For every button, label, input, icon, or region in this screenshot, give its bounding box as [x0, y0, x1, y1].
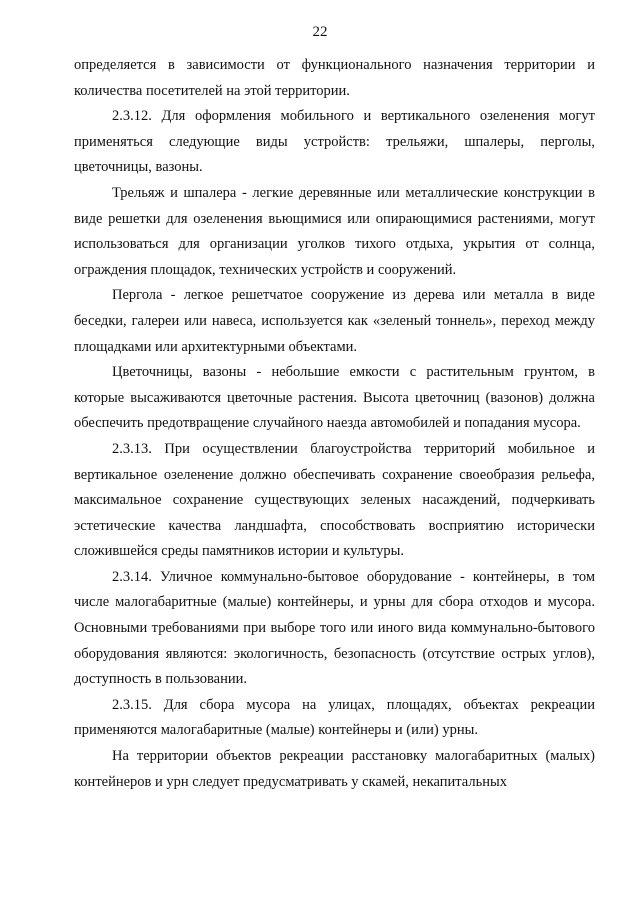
- paragraph-2-3-12: 2.3.12. Для оформления мобильного и вертикального озеленения могут применяться следующие виды устройств: трельяжи, шпалеры, перголы, цветочницы, вазоны.: [74, 108, 595, 176]
- page-number: 22: [312, 24, 328, 40]
- paragraph-2-3-13: 2.3.13. При осуществлении благоустройства территорий мобильное и вертикальное озеленение должно обеспечивать сохранение своеобразия рельефа, максимальное сохранение существующих зеленых насаждений, подчеркивать эстетические качества ландшафта, способствовать восприятию исторически сложившейся среды памятников истории и культуры.: [74, 440, 595, 560]
- paragraph-2-3-15: 2.3.15. Для сбора мусора на улицах, площадях, объектах рекреации применяются малогабаритные (малые) контейнеры и (или) урны.: [74, 696, 595, 739]
- paragraph-continuation: определяется в зависимости от функционального назначения территории и количества посетителей на этой территории.: [74, 57, 595, 99]
- paragraph-2-3-14: 2.3.14. Уличное коммунально-бытовое оборудование - контейнеры, в том числе малогабаритные (малые) контейнеры, и урны для сбора отходов и мусора. Основными требованиями при выборе того или иного вида коммунально-бытового оборудования являются: экологичность, безопасность (отсутствие острых углов), доступность в пользовании.: [74, 568, 595, 688]
- paragraph-pergola-definition: Пергола - легкое решетчатое сооружение из дерева или металла в виде беседки, галереи или навеса, используется как «зеленый тоннель», переход между площадками или архитектурными объектами.: [74, 287, 595, 355]
- paragraph-recreation-containers: На территории объектов рекреации расстановку малогабаритных (малых) контейнеров и урн следует предусматривать у скамей, некапитальных: [74, 748, 595, 790]
- paragraph-trellis-definition: Трельяж и шпалера - легкие деревянные или металлические конструкции в виде решетки для озеленения вьющимися или опирающимися растениями, могут использоваться для организации уголков тихого отдыха, укрытия от солнца, ограждения площадок, технических устройств и сооружений.: [74, 184, 595, 278]
- document-body: [74, 53, 595, 795]
- paragraph-flowerpots-definition: Цветочницы, вазоны - небольшие емкости с растительным грунтом, в которые высаживаются цветочные растения. Высота цветочниц (вазонов) должна обеспечить предотвращение случайного наезда автомобилей и попадания мусора.: [74, 364, 595, 432]
